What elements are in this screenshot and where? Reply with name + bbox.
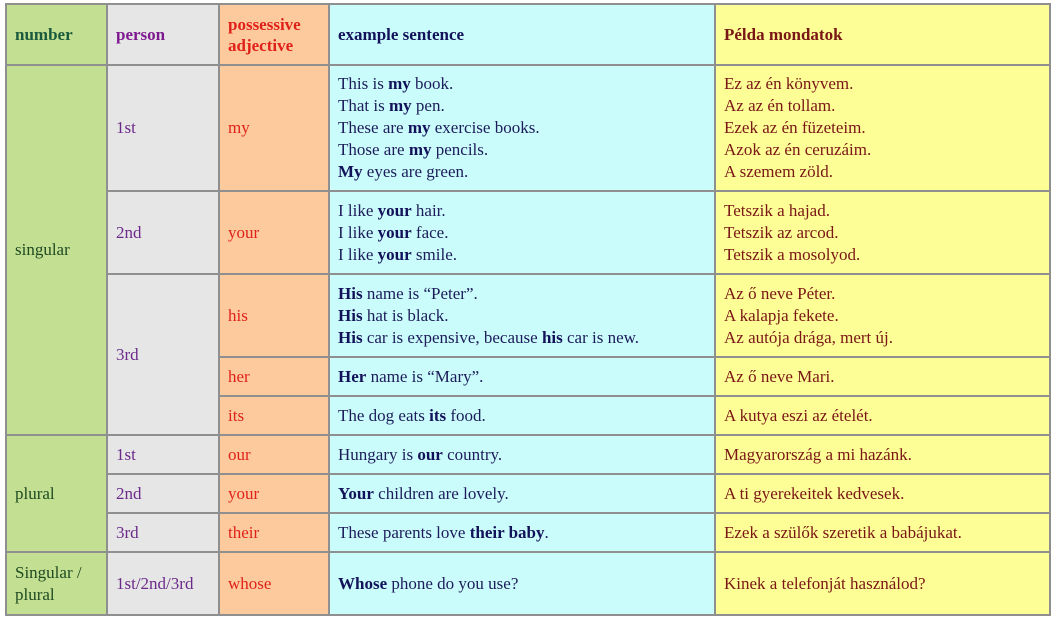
possessive-keyword: His	[338, 327, 363, 347]
table-row	[6, 65, 1050, 191]
example-cell	[329, 191, 715, 274]
sentence-text: Hungary is	[338, 444, 418, 464]
person-cell: 2nd	[107, 191, 219, 274]
sentence-text: I like	[338, 244, 378, 264]
hungarian-sentence: Ez az én könyvem.	[724, 74, 854, 93]
sentence-text: pencils.	[431, 140, 489, 159]
possessive-keyword: his	[541, 327, 563, 347]
hungarian-sentence: Ezek az én füzeteim.	[724, 118, 866, 137]
hungarian-cell	[715, 191, 1050, 274]
example-cell	[329, 552, 715, 615]
possessive-keyword: my	[389, 96, 412, 115]
sentence-text: car is new.	[562, 327, 640, 347]
hungarian-sentence: A szemem zöld.	[724, 162, 834, 181]
hungarian-sentence: Az az én tollam.	[724, 96, 836, 115]
table-row	[6, 552, 1050, 615]
group-singular: singular	[6, 65, 107, 435]
possessive-keyword: your	[377, 222, 412, 242]
possessive-keyword: your	[377, 244, 412, 264]
adjective-cell: its	[219, 396, 329, 435]
possessive-keyword: Your	[338, 483, 374, 503]
possessive-keyword: Her	[338, 366, 367, 386]
table-row	[6, 513, 1050, 552]
sentence-text: car is expensive, because	[362, 327, 542, 347]
example-cell	[329, 435, 715, 474]
example-cell	[329, 274, 715, 357]
sentence-text: I like	[338, 222, 378, 242]
hungarian-cell	[715, 552, 1050, 615]
sentence-text: smile.	[411, 244, 457, 264]
hungarian-sentence: A ti gyerekeitek kedvesek.	[724, 483, 905, 503]
example-sentence	[338, 117, 706, 139]
person-cell: 1st/2nd/3rd	[107, 552, 219, 615]
table-row	[6, 474, 1050, 513]
header-pelda-mondatok: Példa mondatok	[715, 4, 1050, 65]
possessive-keyword: its	[429, 405, 447, 425]
sentence-text: eyes are green.	[362, 162, 469, 181]
example-sentence	[338, 73, 706, 95]
possessive-keyword: their baby	[469, 522, 545, 542]
possessive-keyword: His	[338, 305, 363, 325]
hungarian-sentence: Magyarország a mi hazánk.	[724, 444, 912, 464]
adjective-cell: their	[219, 513, 329, 552]
example-cell	[329, 474, 715, 513]
person-cell: 2nd	[107, 474, 219, 513]
adjective-cell: my	[219, 65, 329, 191]
header-number: number	[6, 4, 107, 65]
hungarian-sentence: Ezek a szülők szeretik a babájukat.	[724, 522, 962, 542]
person-cell: 1st	[107, 435, 219, 474]
hungarian-sentence: Tetszik a hajad.	[724, 200, 830, 220]
sentence-text: book.	[410, 74, 454, 93]
example-sentence	[338, 483, 706, 505]
hungarian-sentence: Az ő neve Péter.	[724, 283, 836, 303]
sentence-text: These parents love	[338, 522, 470, 542]
hungarian-cell	[715, 65, 1050, 191]
sentence-text: The dog eats	[338, 405, 430, 425]
example-sentence	[338, 444, 706, 466]
group-plural: plural	[6, 435, 107, 552]
example-sentence	[338, 366, 706, 388]
example-cell	[329, 396, 715, 435]
sentence-text: pen.	[411, 96, 445, 115]
header-possessive-adjective: possessive adjective	[219, 4, 329, 65]
example-cell	[329, 357, 715, 396]
sentence-text: This is	[338, 74, 389, 93]
possessive-keyword: Whose	[338, 573, 388, 593]
hungarian-cell	[715, 396, 1050, 435]
possessive-keyword: your	[377, 200, 412, 220]
hungarian-sentence: Tetszik a mosolyod.	[724, 244, 861, 264]
table-row	[6, 435, 1050, 474]
possessive-keyword: My	[338, 162, 363, 181]
sentence-text: Those are	[338, 140, 409, 159]
example-sentence	[338, 222, 706, 244]
sentence-text: I like	[338, 200, 378, 220]
hungarian-sentence: Kinek a telefonját használod?	[724, 573, 926, 593]
example-sentence	[338, 200, 706, 222]
hungarian-cell	[715, 513, 1050, 552]
adjective-cell: his	[219, 274, 329, 357]
hungarian-sentence: A kutya eszi az ételét.	[724, 405, 873, 425]
hungarian-cell	[715, 274, 1050, 357]
hungarian-sentence: A kalapja fekete.	[724, 305, 839, 325]
example-sentence	[338, 405, 706, 427]
sentence-text: children are lovely.	[373, 483, 509, 503]
person-cell: 3rd	[107, 274, 219, 435]
sentence-text: name is “Mary”.	[366, 366, 484, 386]
possessive-adjectives-table	[5, 3, 1051, 616]
example-cell	[329, 513, 715, 552]
header-row	[6, 4, 1050, 65]
example-sentence	[338, 283, 706, 305]
table-row	[6, 191, 1050, 274]
sentence-text: country.	[442, 444, 503, 464]
hungarian-sentence: Azok az én ceruzáim.	[724, 140, 872, 159]
possessive-keyword: my	[388, 74, 411, 93]
group-singular-plural: Singular / plural	[6, 552, 107, 615]
sentence-text: That is	[338, 96, 389, 115]
sentence-text: name is “Peter”.	[362, 283, 478, 303]
adjective-cell: your	[219, 474, 329, 513]
example-sentence	[338, 161, 706, 183]
hungarian-sentence: Az ő neve Mari.	[724, 366, 835, 386]
example-sentence	[338, 305, 706, 327]
example-sentence	[338, 139, 706, 161]
example-sentence	[338, 95, 706, 117]
header-person: person	[107, 4, 219, 65]
example-sentence	[338, 573, 706, 595]
sentence-text: hat is black.	[362, 305, 449, 325]
hungarian-cell	[715, 474, 1050, 513]
adjective-cell: whose	[219, 552, 329, 615]
sentence-text: exercise books.	[430, 118, 540, 137]
hungarian-cell	[715, 435, 1050, 474]
sentence-text: .	[544, 522, 549, 542]
possessive-keyword: my	[408, 140, 432, 159]
hungarian-sentence: Az autója drága, mert új.	[724, 327, 893, 347]
hungarian-cell	[715, 357, 1050, 396]
table-row	[6, 274, 1050, 357]
adjective-cell: her	[219, 357, 329, 396]
possessive-keyword: His	[338, 283, 363, 303]
possessive-keyword: our	[417, 444, 443, 464]
hungarian-sentence: Tetszik az arcod.	[724, 222, 839, 242]
sentence-text: phone do you use?	[387, 573, 519, 593]
example-sentence	[338, 244, 706, 266]
person-cell: 3rd	[107, 513, 219, 552]
sentence-text: These are	[338, 118, 408, 137]
sentence-text: hair.	[411, 200, 446, 220]
person-cell: 1st	[107, 65, 219, 191]
possessive-keyword: my	[407, 118, 431, 137]
example-sentence	[338, 522, 706, 544]
example-cell	[329, 65, 715, 191]
example-sentence	[338, 327, 706, 349]
sentence-text: food.	[446, 405, 486, 425]
adjective-cell: your	[219, 191, 329, 274]
adjective-cell: our	[219, 435, 329, 474]
header-example-sentence: example sentence	[329, 4, 715, 65]
sentence-text: face.	[411, 222, 449, 242]
